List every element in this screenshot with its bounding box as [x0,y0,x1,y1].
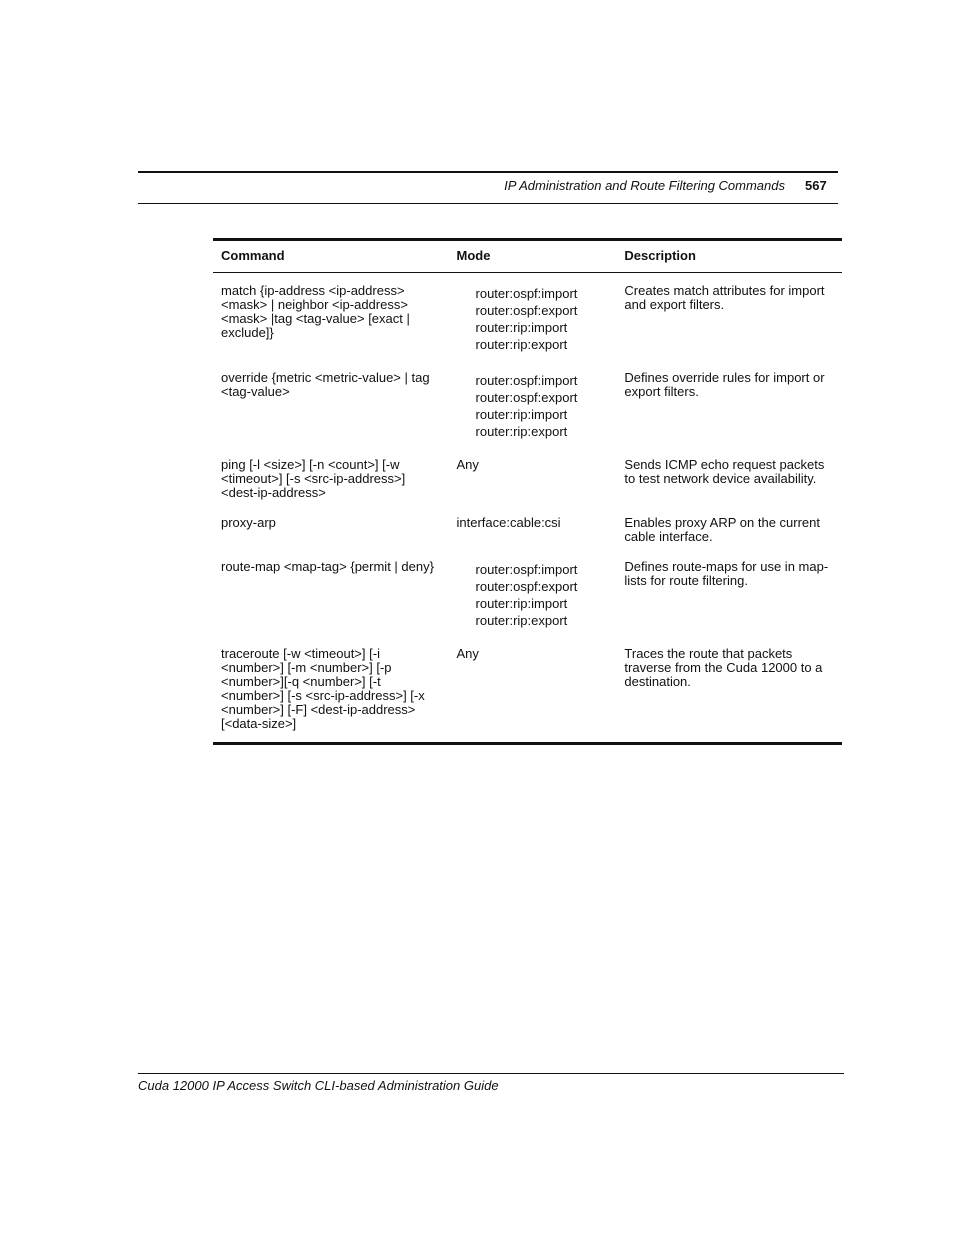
mode-item: router:ospf:import [475,373,578,388]
mode-item: router:ospf:export [475,390,578,405]
mode-item: router:rip:export [475,613,568,628]
command-table [213,238,842,745]
mode-item: router:ospf:export [475,579,578,594]
command-cell: match {ip-address <ip-address> <mask> | neighbor <ip-address> <mask> |tag <tag-value> [exact | exclude]} [221,283,410,340]
mode-cell: interface:cable:csi [456,515,561,530]
mode-item: router:rip:import [475,320,568,335]
column-header-description: Description [624,248,696,263]
mode-cell: Any [456,457,479,472]
command-cell: override {metric <metric-value> | tag <tag-value> [221,370,430,399]
table-row [213,560,842,647]
mode-item: router:rip:export [475,424,568,439]
command-cell: proxy-arp [221,515,276,530]
table-row [213,273,842,372]
footer-rule [138,1073,844,1074]
description-cell: Defines route-maps for use in map-lists for route filtering. [624,559,829,588]
mode-item: router:ospf:import [475,562,578,577]
header-bottom-rule [138,203,838,204]
description-cell: Defines override rules for import or export filters. [624,370,825,399]
table-header-row [213,240,842,273]
mode-cell: Any [456,646,479,661]
mode-cell [449,273,617,372]
mode-list [457,284,609,355]
command-cell: ping [-l <size>] [-n <count>] [-w <timeout>] [-s <src-ip-address>] <dest-ip-address> [221,457,406,500]
description-cell: Traces the route that packets traverse from the Cuda 12000 to a destination. [624,646,823,689]
table-row [213,458,842,516]
table-row [213,647,842,744]
mode-cell [449,371,617,458]
footer-guide-title: Cuda 12000 IP Access Switch CLI-based Administration Guide [138,1078,499,1093]
mode-item: router:ospf:export [475,303,578,318]
description-cell: Enables proxy ARP on the current cable interface. [624,515,821,544]
mode-cell [449,560,617,647]
mode-item: router:rip:import [475,596,568,611]
column-header-command: Command [221,248,285,263]
command-cell: traceroute [-w <timeout>] [-i <number>] [-m <number>] [-p <number>][-q <number>] [-t <number>] [-s <src-ip-address>] [-x <number>] [-F] <dest-ip-address> [<data-size>] [221,646,425,731]
page-number: 567 [805,178,827,193]
table-row [213,516,842,560]
column-header-mode: Mode [456,248,491,263]
mode-item: router:ospf:import [475,286,578,301]
mode-list [457,560,609,631]
table-row [213,371,842,458]
header-top-rule [138,171,838,173]
mode-list [457,371,609,442]
command-cell: route-map <map-tag> {permit | deny} [221,559,434,574]
running-header-title: IP Administration and Route Filtering Commands [504,178,785,193]
description-cell: Sends ICMP echo request packets to test network device availability. [624,457,825,486]
mode-item: router:rip:export [475,337,568,352]
mode-item: router:rip:import [475,407,568,422]
description-cell: Creates match attributes for import and export filters. [624,283,825,312]
